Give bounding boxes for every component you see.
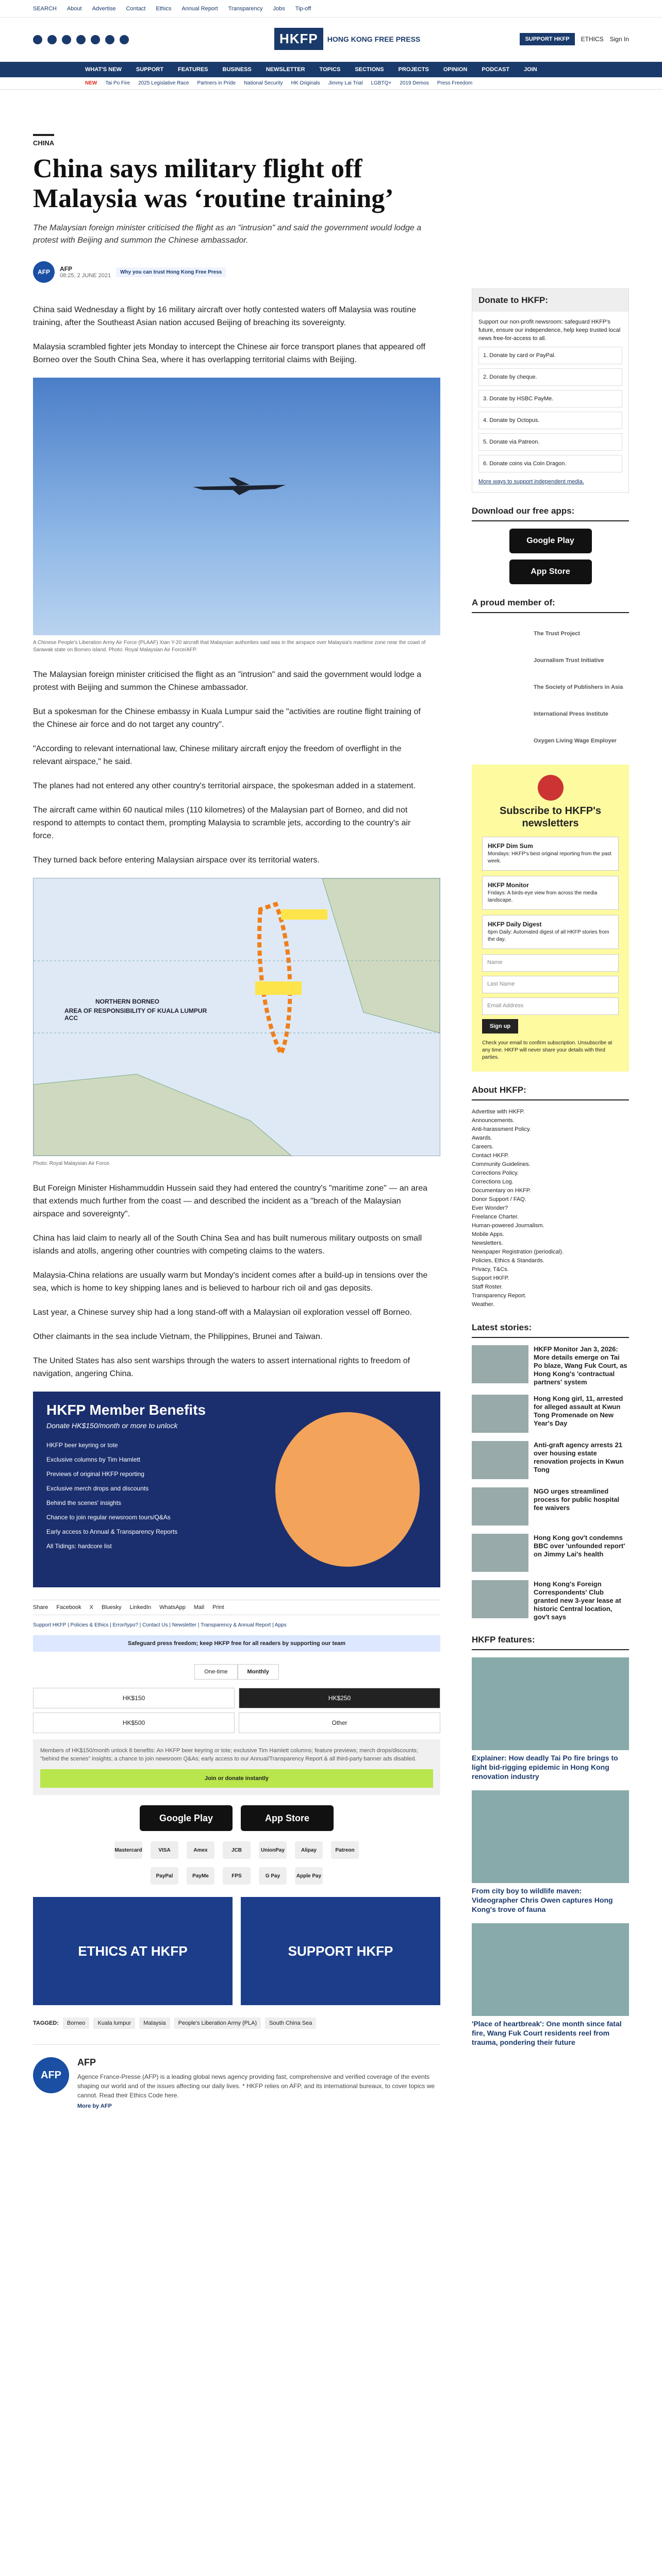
about-link[interactable]: Corrections Log. [472, 1179, 514, 1185]
latest-story[interactable] [472, 1345, 629, 1386]
benefit-item: Behind the scenes' insights [46, 1499, 122, 1506]
tag-chip[interactable]: Malaysia [139, 2018, 170, 2029]
topbar-item[interactable]: Ethics [156, 5, 172, 12]
nav-item[interactable]: WHAT'S NEW [85, 66, 122, 73]
tag-list [33, 2018, 440, 2029]
share-facebook[interactable]: Facebook [56, 1604, 81, 1611]
about-link[interactable]: Documentary on HKFP. [472, 1188, 531, 1194]
more-ways-link[interactable]: More ways to support independent media. [478, 479, 584, 485]
author-avatar[interactable]: AFP [33, 261, 55, 283]
about-title: About HKFP: [472, 1085, 629, 1100]
story-title[interactable]: Hong Kong's Foreign Correspondents' Club granted new 3-year lease at historic Central location, gov't says [534, 1580, 621, 1621]
feature-story[interactable] [472, 1790, 629, 1914]
donate-text: Support our non-profit newsroom: safeguard HKFP's future, ensure our independence, help keep trusted local news free-for-access to all. [478, 319, 621, 342]
about-link[interactable]: Mobile Apps. [472, 1231, 504, 1238]
signup-note: Check your email to confirm subscription. Unsubscribe at any time. HKFP will never share your details with third parties. [482, 1040, 613, 1060]
donate-option[interactable]: 3. Donate by HSBC PayMe. [478, 390, 622, 408]
donate-option[interactable]: 4. Donate by Octopus. [478, 412, 622, 429]
about-link[interactable]: Anti-harassment Policy. [472, 1126, 531, 1132]
aircraft-icon [188, 476, 291, 496]
latest-title: Latest stories: [472, 1323, 629, 1338]
donate-widget [472, 289, 629, 493]
telegram-icon[interactable] [120, 35, 129, 44]
paragraph: Malaysia-China relations are usually warm but Monday's incident comes after a build-up in tensions over the sea, which is home to key shipping lanes and is believed to harbour rich oil and gas deposits. [33, 1271, 428, 1293]
nav-item[interactable]: JOIN [524, 66, 537, 73]
site-logo[interactable] [274, 28, 420, 50]
payment-logo: Apple Pay [295, 1867, 323, 1885]
apps-title: Download our free apps: [472, 506, 629, 521]
latest-story[interactable] [472, 1441, 629, 1479]
benefit-item: HKFP beer keyring or tote [46, 1442, 118, 1449]
nav-item[interactable]: NEWSLETTER [266, 66, 305, 73]
about-link[interactable]: Freelance Charter. [472, 1214, 519, 1220]
newsletter-desc: 6pm Daily: Automated digest of all HKFP stories from the day. [488, 929, 609, 942]
about-link[interactable]: Donor Support / FAQ. [472, 1196, 526, 1202]
facebook-icon[interactable] [33, 35, 42, 44]
more-by-author[interactable]: More by AFP [77, 2103, 112, 2109]
paragraph: The Malaysian foreign minister criticised the flight as an "intrusion" and said the government would lodge a protest with Beijing and summon the Chinese ambassador. [33, 670, 422, 692]
support-video[interactable]: SUPPORT HKFP [241, 1897, 440, 2005]
publish-date: 08:25, 2 JUNE 2021 [60, 273, 111, 279]
deer-mascot [275, 1412, 420, 1567]
benefits-list [46, 1438, 177, 1553]
latest-story[interactable] [472, 1580, 629, 1621]
logo-text: HONG KONG FREE PRESS [327, 35, 421, 43]
story-title[interactable]: HKFP Monitor Jan 3, 2026: More details emerge on Tai Po blaze, Wang Fuk Court, as Hong Kong's 'contractual partners' system [534, 1345, 627, 1386]
nav-item[interactable]: SUPPORT [136, 66, 164, 73]
story-title[interactable]: Hong Kong gov't condemns BBC over 'unfounded report' on Jimmy Lai's health [534, 1534, 625, 1558]
membership-text: Members of HK$150/month unlock 8 benefits: An HKFP beer keyring or tote; exclusive Tim Hamlett columns; feature previews; merch drops/discounts; "behind the scenes" insights; a chance to join newsroom Q&As; early access to our Annual/Transparency Report & all third-party banner ads disabled. [40, 1748, 418, 1762]
topbar-item[interactable]: SEARCH [33, 5, 57, 12]
nav-item[interactable]: SECTIONS [355, 66, 384, 73]
donate-option[interactable]: 6. Donate coins via Coin Dragon. [478, 455, 622, 472]
article-standfirst: The Malaysian foreign minister criticised the flight as an "intrusion" and said the government would lodge a protest with Beijing and summon the Chinese ambassador. [33, 224, 422, 245]
newsletter-desc: Mondays: HKFP's best original reporting from the past week. [488, 851, 611, 864]
feature-story[interactable] [472, 1657, 629, 1781]
topbar-item[interactable]: Contact [126, 5, 146, 12]
share-mail[interactable]: Mail [193, 1604, 205, 1611]
widget-title: Donate to HKFP: [472, 289, 628, 312]
member-logo[interactable]: International Press Institute [534, 711, 608, 717]
about-link[interactable]: Announcements. [472, 1117, 515, 1124]
support-button[interactable]: SUPPORT HKFP [520, 33, 574, 45]
member-logo[interactable]: The Society of Publishers in Asia [534, 684, 623, 690]
story-thumbnail [472, 1580, 528, 1618]
benefit-item: Exclusive merch drops and discounts [46, 1485, 149, 1492]
top-utility-bar [0, 0, 662, 18]
ethics-video[interactable]: ETHICS AT HKFP [33, 1897, 233, 2005]
share-x[interactable]: X [89, 1604, 94, 1611]
tag-chip[interactable]: People's Liberation Army (PLA) [174, 2018, 261, 2029]
topbar-item[interactable]: Jobs [273, 5, 285, 12]
newsletter-option[interactable] [482, 837, 619, 871]
about-link[interactable]: Support HKFP. [472, 1275, 509, 1281]
payment-logo: VISA [151, 1841, 178, 1859]
payment-methods [103, 1841, 371, 1885]
payment-logo: PayMe [187, 1867, 214, 1885]
story-title[interactable]: Anti-graft agency arrests 21 over housing estate renovation projects in Kwun Tong [534, 1441, 624, 1473]
paragraph: Last year, a Chinese survey ship had a long stand-off with a Malaysian oil exploration vessel off Borneo. [33, 1308, 412, 1317]
share-bluesky[interactable]: Bluesky [102, 1604, 122, 1611]
benefits-subtitle: Donate HK$150/month or more to unlock [46, 1421, 178, 1430]
author-logo[interactable]: AFP [33, 2057, 69, 2093]
member-logo[interactable]: The Trust Project [534, 631, 580, 637]
flight-path-map [33, 878, 440, 1156]
payment-logo: Amex [187, 1841, 214, 1859]
paragraph: But a spokesman for the Chinese embassy in Kuala Lumpur said the "activities are routine flight training of the Chinese air force and do not target any country". [33, 707, 421, 729]
paragraph: They turned back before entering Malaysian airspace over its territorial waters. [33, 856, 320, 865]
instagram-icon[interactable] [62, 35, 71, 44]
article-title: China says military flight off Malaysia was ‘routine training’ [33, 154, 394, 213]
article [33, 134, 440, 2109]
share-print[interactable]: Print [212, 1604, 224, 1611]
header-actions [520, 33, 629, 45]
logo-mark: HKFP [274, 28, 323, 50]
social-links [33, 35, 129, 44]
story-thumbnail [472, 1534, 528, 1572]
donate-option[interactable]: 1. Donate by card or PayPal. [478, 347, 622, 364]
new-label: NEW [85, 80, 97, 86]
about-link[interactable]: Community Guidelines. [472, 1161, 531, 1167]
paragraph: Other claimants in the sea include Vietnam, the Philippines, Brunei and Taiwan. [33, 1332, 323, 1341]
newsletter-option[interactable] [482, 915, 619, 949]
benefit-item: All Tidings: hardcore list [46, 1543, 112, 1550]
about-links [472, 1108, 629, 1309]
newsletter-name: HKFP Dim Sum [488, 842, 533, 850]
tag-chip[interactable]: Kuala lumpur [93, 2018, 135, 2029]
paragraph: "According to relevant international law, Chinese military aircraft enjoy the freedom of overflight in the relevant airspace," he said. [33, 744, 402, 766]
map-label: NORTHERN BORNEO [95, 998, 160, 1005]
latest-story[interactable] [472, 1534, 629, 1572]
donate-button[interactable]: Join or donate instantly [40, 1769, 433, 1788]
nav-item[interactable]: TOPICS [319, 66, 341, 73]
last-name-field[interactable]: Last Name [482, 976, 619, 993]
tag-chip[interactable]: Borneo [63, 2018, 89, 2029]
benefit-item: Exclusive columns by Tim Hamlett [46, 1456, 141, 1463]
donate-option[interactable]: 2. Donate by cheque. [478, 368, 622, 386]
topbar-item[interactable]: Tip-off [295, 5, 311, 12]
trust-badge[interactable]: Why you can trust Hong Kong Free Press [116, 267, 226, 277]
amount-option[interactable]: HK$250 [239, 1688, 440, 1708]
about-link[interactable]: Advertise with HKFP. [472, 1109, 525, 1115]
trending-link[interactable]: National Security [244, 80, 283, 86]
about-link[interactable]: Ever Wonder? [472, 1205, 508, 1211]
trending-bar [0, 77, 662, 90]
topbar-item[interactable]: Transparency [228, 5, 263, 12]
paragraph: China said Wednesday a flight by 16 military aircraft over hotly contested waters off Malaysia was routine training, after the Southeast Asian nation accused Beijing of breaching its sovereignty. [33, 306, 416, 327]
member-benefits-ad[interactable] [33, 1392, 440, 1587]
author-name[interactable]: AFP [60, 265, 72, 273]
about-link[interactable]: Contact HKFP. [472, 1153, 509, 1159]
member-logo[interactable]: Journalism Trust Initiative [534, 657, 604, 664]
promo-videos [33, 1897, 440, 2005]
paragraph: The United States has also sent warships through the waters to assert international rights to freedom of navigation, angering China. [33, 1357, 410, 1378]
share-linkedin[interactable]: LinkedIn [129, 1604, 152, 1611]
youtube-icon[interactable] [76, 35, 86, 44]
nav-item[interactable]: BUSINESS [222, 66, 252, 73]
feature-image [472, 1657, 629, 1750]
sidebar-google-play[interactable]: Google Play [509, 529, 592, 553]
tagged-label: TAGGED: [33, 2020, 59, 2026]
donate-option[interactable]: 5. Donate via Patreon. [478, 433, 622, 451]
one-time-tab[interactable]: One-time [194, 1664, 237, 1680]
about-link[interactable]: Weather. [472, 1301, 494, 1308]
member-logo[interactable]: Oxygen Living Wage Employer [534, 738, 617, 744]
topbar-item[interactable]: About [67, 5, 82, 12]
author-bio: Agence France-Presse (AFP) is a leading global news agency providing fast, comprehensive and verified coverage of the events shaping our world and of the issues affecting our daily lives. * HKFP relies on AFP, and its international bureaux, to cover topics we cannot. Read their Ethics Code here. [77, 2073, 435, 2099]
byline [33, 261, 440, 283]
story-thumbnail [472, 1345, 528, 1383]
app-store-button[interactable]: App Store [241, 1805, 334, 1831]
story-thumbnail [472, 1441, 528, 1479]
feature-story[interactable] [472, 1923, 629, 2047]
story-thumbnail [472, 1487, 528, 1526]
tag-chip[interactable]: South China Sea [265, 2018, 316, 2029]
latest-story[interactable] [472, 1395, 629, 1433]
topbar-item[interactable]: Annual Report [181, 5, 218, 12]
payment-logo: PayPal [151, 1867, 178, 1885]
payment-logo: FPS [223, 1867, 251, 1885]
donation-frequency [33, 1664, 440, 1680]
paragraph: The aircraft came within 60 nautical miles (110 kilometres) of the Malaysian part of Borneo, and did not respond to attempts to contact them, prompting Malaysia to scramble jets, according to the country's air force. [33, 806, 411, 840]
benefit-item: Early access to Annual & Transparency Reports [46, 1528, 178, 1535]
topbar-item[interactable]: Advertise [92, 5, 116, 12]
email-field[interactable]: Email Address [482, 997, 619, 1015]
feature-image [472, 1790, 629, 1883]
trending-link[interactable]: HK Originals [291, 80, 320, 86]
story-title[interactable]: NGO urges streamlined process for public hospital fee waivers [534, 1487, 620, 1512]
share-whatsapp[interactable]: WhatsApp [159, 1604, 186, 1611]
sidebar-app-store[interactable]: App Store [509, 560, 592, 584]
trending-link[interactable]: Jimmy Lai Trial [328, 80, 363, 86]
story-title[interactable]: Hong Kong girl, 11, arrested for alleged assault at Kwun Tong Promenade on New Year's Day [534, 1395, 623, 1427]
policy-links[interactable]: Support HKFP | Policies & Ethics | Error/typo? | Contact Us | Newsletter | Transparency & Annual Report | Apps [33, 1622, 287, 1628]
map-label: AREA OF RESPONSIBILITY OF KUALA LUMPUR ACC [64, 1007, 207, 1022]
about-link[interactable]: Careers. [472, 1144, 494, 1150]
google-play-button[interactable]: Google Play [140, 1805, 233, 1831]
payment-logo: JCB [223, 1841, 251, 1859]
trending-link[interactable]: 2019 Demos [400, 80, 429, 86]
members-title: A proud member of: [472, 598, 629, 613]
story-thumbnail [472, 1395, 528, 1433]
paragraph: Malaysia scrambled fighter jets Monday to intercept the Chinese air force transport planes that appeared off Borneo over the South China Sea, where it has overlapping territorial claims with Beijing. [33, 343, 426, 364]
trending-link[interactable]: Tai Po Fire [105, 80, 130, 86]
trending-link[interactable]: LGBTQ+ [371, 80, 392, 86]
sidebar [472, 289, 629, 2056]
paragraph: The planes had not entered any other country's territorial airspace, the spokesman added in a statement. [33, 782, 416, 790]
benefits-title: HKFP Member Benefits [46, 1402, 206, 1418]
payment-logo: Patreon [331, 1841, 359, 1859]
about-link[interactable]: Awards. [472, 1135, 492, 1141]
share-label: Share [33, 1604, 48, 1611]
nav-item[interactable]: PODCAST [482, 66, 510, 73]
feature-title[interactable]: Explainer: How deadly Tai Po fire brings to light bid-rigging epidemic in Hong Kong renovation industry [472, 1754, 618, 1781]
paragraph: But Foreign Minister Hishammuddin Hussein said they had entered the country's "maritime zone" — an area that extends much further from the coast — and described the incident as a "breach of the Malaysian airspace and sovereignty". [33, 1184, 427, 1218]
nav-item[interactable]: FEATURES [178, 66, 208, 73]
monthly-tab[interactable]: Monthly [238, 1664, 279, 1680]
amount-option[interactable]: HK$500 [33, 1713, 235, 1733]
nav-item[interactable]: OPINION [443, 66, 468, 73]
ethics-link[interactable]: ETHICS [581, 36, 604, 43]
main-nav [0, 62, 662, 77]
payment-logo: Mastercard [114, 1841, 142, 1859]
features-title: HKFP features: [472, 1635, 629, 1650]
feature-image [472, 1923, 629, 2016]
signup-button[interactable]: Sign up [482, 1019, 518, 1033]
site-header [0, 18, 662, 62]
about-link[interactable]: Human-powered Journalism. [472, 1223, 544, 1229]
app-store-row [33, 1805, 440, 1831]
mail-icon [538, 775, 564, 801]
newsletter-signup [472, 765, 629, 1072]
feature-title[interactable]: 'Place of heartbreak': One month since fatal fire, Wang Fuk Court residents reel from trauma, pondering their future [472, 2020, 622, 2046]
share-bar [33, 1600, 440, 1615]
amount-option[interactable]: Other [239, 1713, 440, 1733]
payment-logo: Alipay [295, 1841, 323, 1859]
linkedin-icon[interactable] [105, 35, 114, 44]
benefit-item: Previews of original HKFP reporting [46, 1470, 144, 1478]
newsletter-option[interactable] [482, 876, 619, 910]
first-name-field[interactable]: Name [482, 954, 619, 972]
about-link[interactable]: Newspaper Registration (periodical). [472, 1249, 564, 1255]
amount-option[interactable]: HK$150 [33, 1688, 235, 1708]
support-banner[interactable]: Safeguard press freedom; keep HKFP free for all readers by supporting our team [33, 1635, 440, 1652]
paragraph: China has laid claim to nearly all of the South China Sea and has built numerous military outposts on small islands and atolls, angering other countries with competing claims to the waters. [33, 1234, 422, 1256]
about-link[interactable]: Staff Roster. [472, 1284, 503, 1290]
feature-title[interactable]: From city boy to wildlife maven: Videographer Chris Owen captures Hong Kong's trove of fauna [472, 1887, 613, 1913]
subscribe-title: Subscribe to HKFP's newsletters [499, 805, 601, 829]
author-box-name[interactable]: AFP [77, 2057, 96, 2067]
payment-logo: UnionPay [259, 1841, 287, 1859]
newsletter-name: HKFP Daily Digest [488, 921, 542, 928]
about-link[interactable]: Corrections Policy. [472, 1170, 519, 1176]
photo-caption: A Chinese People's Liberation Army Air Force (PLAAF) Xian Y-20 aircraft that Malaysian authorities said was in the airspace over Malaysia's maritime zone near the coast of Sarawak state on Borneo island. Photo: Royal Malaysian Air Force/AFP. [33, 640, 426, 653]
trending-link[interactable]: 2025 Legislative Race [138, 80, 189, 86]
about-link[interactable]: Policies, Ethics & Standards. [472, 1258, 544, 1264]
trending-link[interactable]: Partners in Pride [197, 80, 236, 86]
benefit-item: Chance to join regular newsroom tours/Q&As [46, 1514, 171, 1521]
payment-logo: G Pay [259, 1867, 287, 1885]
map-caption: Photo: Royal Malaysian Air Force. [33, 1161, 111, 1166]
about-link[interactable]: Transparency Report. [472, 1293, 526, 1299]
donation-amounts [33, 1688, 440, 1733]
membership-note [33, 1739, 440, 1795]
x-icon[interactable] [47, 35, 57, 44]
aircraft-photo [33, 378, 440, 635]
nav-item[interactable]: PROJECTS [398, 66, 429, 73]
about-link[interactable]: Privacy, T&Cs. [472, 1266, 509, 1273]
threads-icon[interactable] [91, 35, 100, 44]
article-category[interactable]: CHINA [33, 134, 54, 147]
trending-link[interactable]: Press Freedom [437, 80, 473, 86]
latest-story[interactable] [472, 1487, 629, 1526]
signin-link[interactable]: Sign In [609, 36, 629, 43]
newsletter-desc: Fridays: A birds-eye view from across the media landscape. [488, 890, 598, 903]
about-link[interactable]: Newsletters. [472, 1240, 503, 1246]
newsletter-name: HKFP Monitor [488, 882, 529, 889]
author-box [33, 2044, 440, 2109]
